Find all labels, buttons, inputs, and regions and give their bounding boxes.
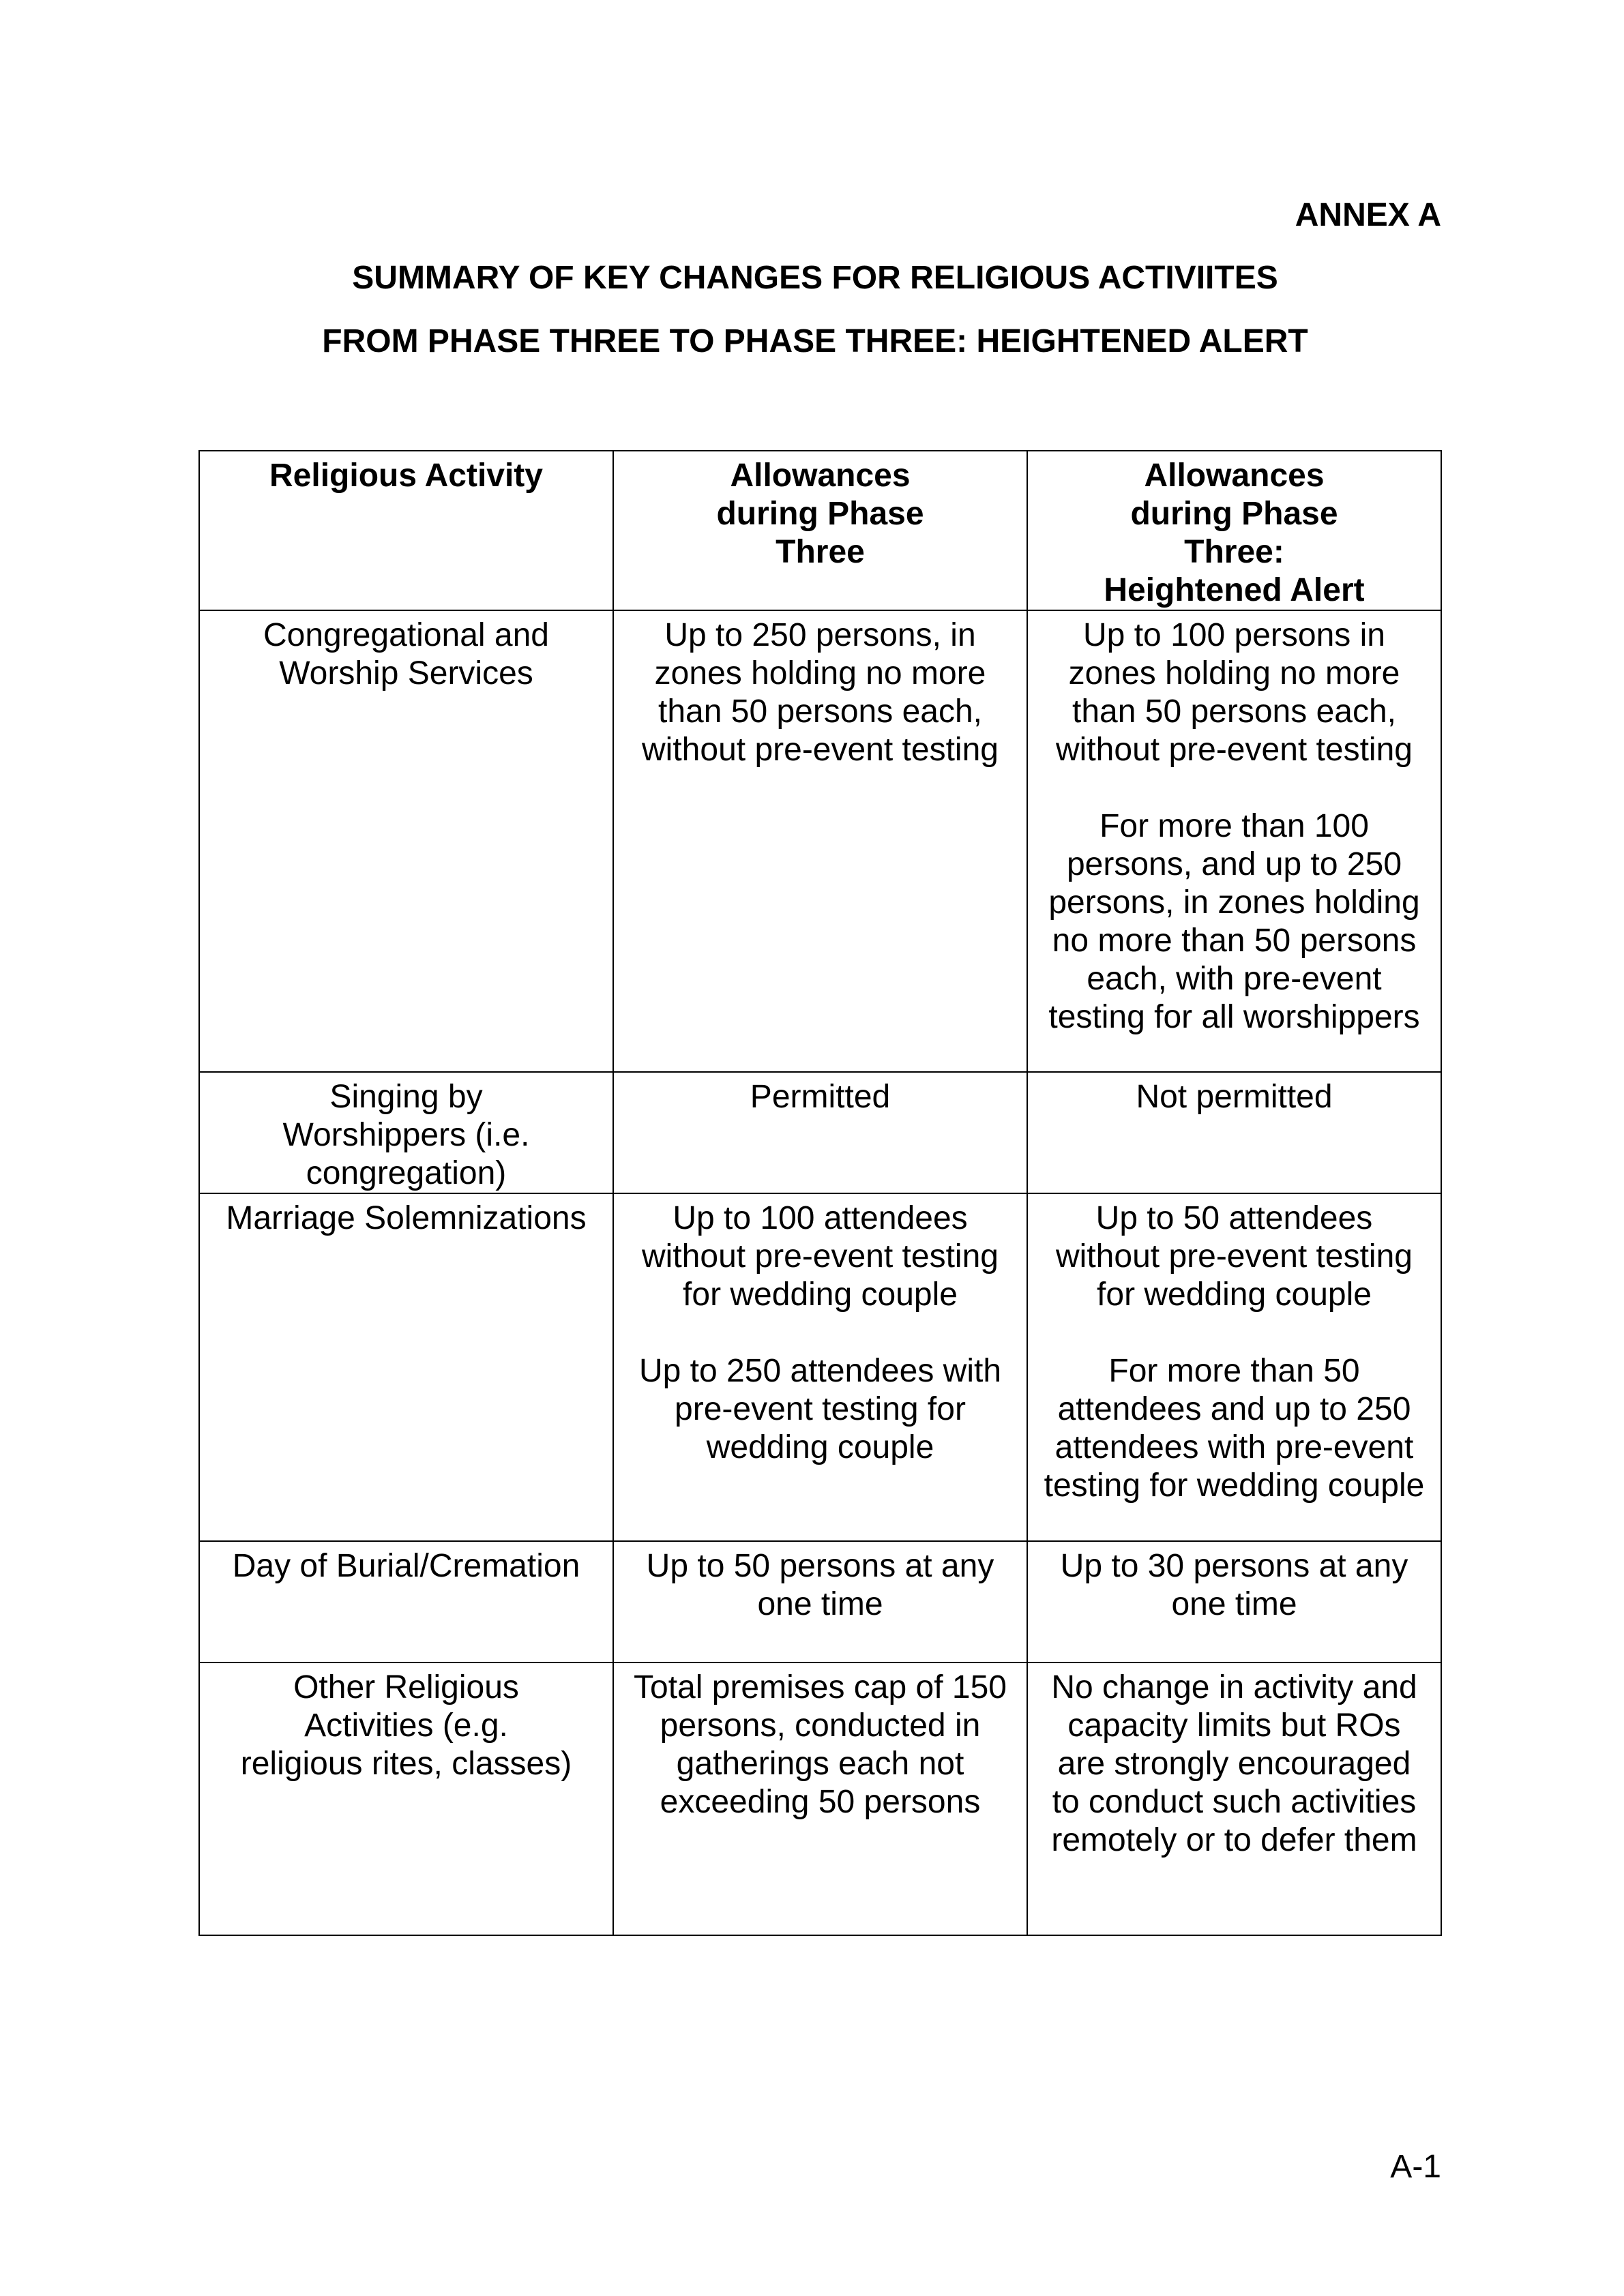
activity-text: Singing by Worshippers (i.e. congregation) bbox=[282, 1079, 530, 1191]
table-row bbox=[199, 1193, 1441, 1541]
cell-heightened-alert bbox=[1027, 1541, 1441, 1663]
cell-heightened-alert bbox=[1027, 1072, 1441, 1193]
activity-text: Day of Burial/Cremation bbox=[232, 1548, 580, 1584]
cell-activity bbox=[199, 1663, 613, 1935]
phase-three-text: Up to 250 persons, in zones holding no more than 50 persons each, without pre-event testing bbox=[642, 617, 999, 768]
document-title-line-2: FROM PHASE THREE TO PHASE THREE: HEIGHTENED ALERT bbox=[322, 323, 1308, 359]
cell-phase-three bbox=[613, 1663, 1027, 1935]
cell-phase-three bbox=[613, 1072, 1027, 1193]
cell-phase-three bbox=[613, 1541, 1027, 1663]
table-row bbox=[199, 1072, 1441, 1193]
heightened-alert-text: Not permitted bbox=[1136, 1079, 1333, 1115]
page-number: A-1 bbox=[1390, 2149, 1441, 2185]
heightened-alert-text: For more than 50 attendees and up to 250 attendees with pre-event testing for wedding couple bbox=[1044, 1353, 1425, 1504]
heightened-alert-text: Up to 30 persons at any one time bbox=[1060, 1548, 1408, 1622]
heightened-alert-text: Up to 50 attendees without pre-event testing for wedding couple bbox=[1056, 1200, 1413, 1313]
cell-activity bbox=[199, 1072, 613, 1193]
cell-heightened-alert bbox=[1027, 1193, 1441, 1541]
table-row bbox=[199, 1663, 1441, 1935]
cell-activity bbox=[199, 1541, 613, 1663]
activity-text: Congregational and Worship Services bbox=[263, 617, 549, 691]
phase-three-text: Total premises cap of 150 persons, conducted in gatherings each not exceeding 50 persons bbox=[634, 1669, 1007, 1820]
phase-three-text: Up to 100 attendees without pre-event testing for wedding couple bbox=[642, 1200, 999, 1313]
activity-text: Marriage Solemnizations bbox=[226, 1200, 587, 1236]
table-row bbox=[199, 1541, 1441, 1663]
cell-activity bbox=[199, 1193, 613, 1541]
annex-label: ANNEX A bbox=[1295, 197, 1441, 233]
header-phase-three bbox=[613, 451, 1027, 610]
activity-text: Other Religious Activities (e.g. religious rites, classes) bbox=[240, 1669, 572, 1782]
header-heightened-alert-text: Allowances during Phase Three: Heightened Alert bbox=[1104, 458, 1365, 608]
header-heightened-alert bbox=[1027, 451, 1441, 610]
cell-phase-three bbox=[613, 1193, 1027, 1541]
phase-three-text: Permitted bbox=[750, 1079, 891, 1115]
cell-heightened-alert bbox=[1027, 610, 1441, 1072]
summary-table bbox=[198, 450, 1442, 1936]
cell-phase-three bbox=[613, 610, 1027, 1072]
document-title-line-1: SUMMARY OF KEY CHANGES FOR RELIGIOUS ACTIVIITES bbox=[352, 260, 1278, 296]
cell-activity bbox=[199, 610, 613, 1072]
phase-three-text: Up to 250 attendees with pre-event testing for wedding couple bbox=[638, 1353, 1002, 1465]
header-phase-three-text: Allowances during Phase Three bbox=[716, 458, 924, 570]
header-religious-activity: Religious Activity bbox=[199, 451, 613, 610]
cell-heightened-alert bbox=[1027, 1663, 1441, 1935]
table-row bbox=[199, 610, 1441, 1072]
phase-three-text: Up to 50 persons at any one time bbox=[646, 1548, 994, 1622]
heightened-alert-text: For more than 100 persons, and up to 250 persons, in zones holding no more than 50 persons each, with pre-event testing for all worshippers bbox=[1048, 808, 1420, 1035]
heightened-alert-text: No change in activity and capacity limits but ROs are strongly encouraged to conduct such activities remotely or to defer them bbox=[1051, 1669, 1417, 1858]
table-header-row bbox=[199, 451, 1441, 610]
heightened-alert-text: Up to 100 persons in zones holding no more than 50 persons each, without pre-event testing bbox=[1056, 617, 1413, 768]
